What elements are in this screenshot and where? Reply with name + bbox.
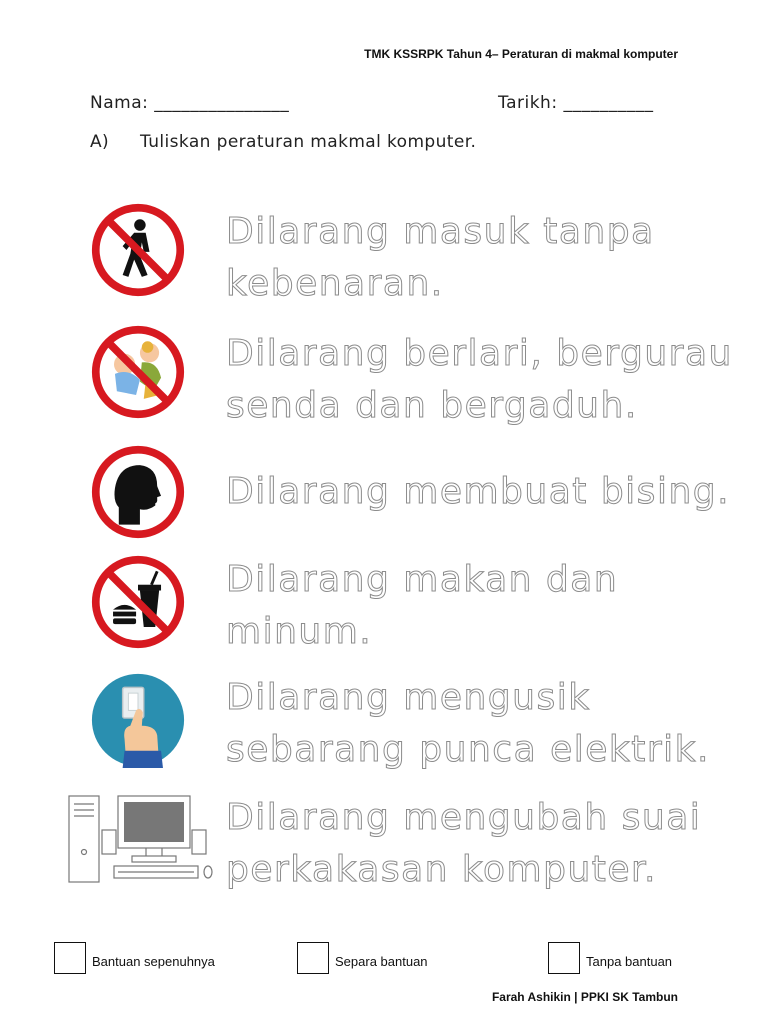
instruction-letter: A) bbox=[90, 132, 110, 152]
assessment-option-full-help[interactable] bbox=[54, 942, 215, 974]
checkbox[interactable] bbox=[54, 942, 86, 974]
assessment-label: Separa bantuan bbox=[335, 953, 428, 969]
rule-trace-text: Dilarang berlari, bergurau senda dan bergaduh. bbox=[226, 333, 746, 426]
rule-trace-text: Dilarang makan dan minum. bbox=[226, 559, 632, 652]
worksheet-header: TMK KSSRPK Tahun 4– Peraturan di makmal komputer bbox=[364, 47, 678, 61]
assessment-label: Tanpa bantuan bbox=[586, 953, 673, 969]
rule-trace-text: Dilarang mengubah suai perkakasan komputer. bbox=[226, 797, 715, 890]
name-field: Nama: _______________ bbox=[90, 93, 290, 113]
checkbox[interactable] bbox=[548, 942, 580, 974]
rule-trace-text: Dilarang membuat bising. bbox=[226, 471, 731, 512]
instruction-text: Tuliskan peraturan makmal komputer. bbox=[140, 132, 477, 152]
assessment-option-partial-help[interactable] bbox=[297, 942, 428, 974]
assessment-label: Bantuan sepenuhnya bbox=[92, 953, 215, 969]
assessment-options bbox=[0, 942, 768, 978]
author-credit: Farah Ashikin | PPKI SK Tambun bbox=[491, 990, 678, 1004]
checkbox[interactable] bbox=[297, 942, 329, 974]
rule-trace-text: Dilarang mengusik sebarang punca elektrik. bbox=[226, 677, 710, 770]
no-noise-icon bbox=[90, 444, 186, 540]
no-food-drink-icon bbox=[90, 554, 186, 650]
electric-switch-icon bbox=[90, 672, 186, 768]
assessment-option-no-help[interactable] bbox=[548, 942, 672, 974]
computer-hardware-icon bbox=[66, 790, 214, 886]
no-entry-person-icon bbox=[90, 202, 186, 298]
date-field: Tarikh: __________ bbox=[498, 93, 654, 113]
instruction bbox=[90, 132, 476, 152]
rule-trace-text: Dilarang masuk tanpa kebenaran. bbox=[226, 211, 668, 304]
no-fighting-icon bbox=[90, 324, 186, 420]
